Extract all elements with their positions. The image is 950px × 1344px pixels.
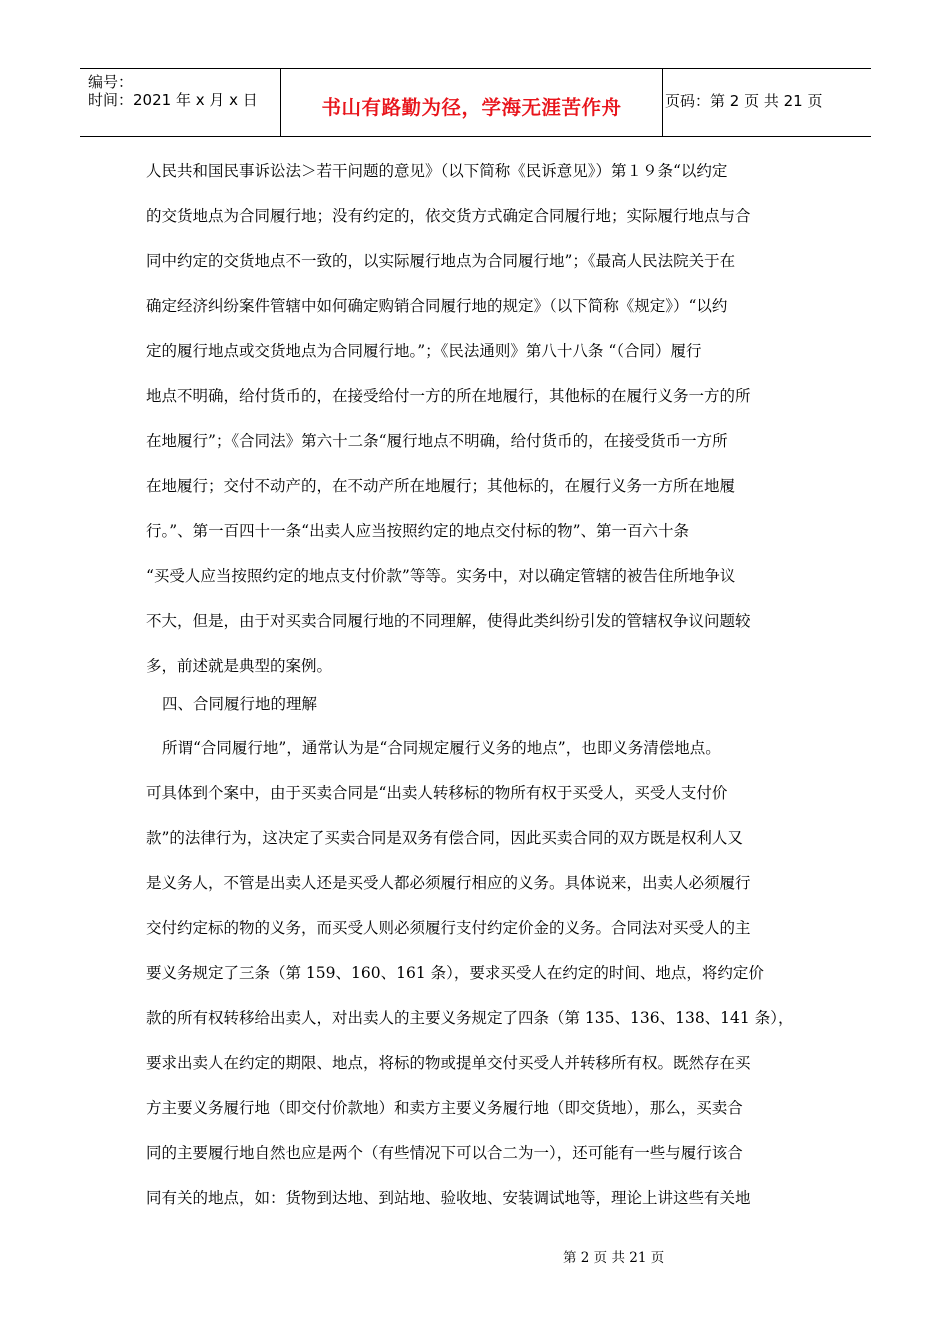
body-line: “买受人应当按照约定的地点支付价款”等等。实务中，对以确定管辖的被告住所地争议 <box>146 567 736 585</box>
body-line: 在地履行；交付不动产的，在不动产所在地履行；其他标的，在履行义务一方所在地履 <box>146 477 736 495</box>
body-line: 地点不明确，给付货币的，在接受给付一方的所在地履行，其他标的在履行义务一方的所 <box>146 387 751 405</box>
body-line: 多，前述就是典型的案例。 <box>146 657 333 675</box>
body-line: 方主要义务履行地（即交付价款地）和卖方主要义务履行地（即交货地），那么，买卖合 <box>146 1099 743 1117</box>
body-line: 的交货地点为合同履行地；没有约定的，依交货方式确定合同履行地；实际履行地点与合 <box>146 207 751 225</box>
section-heading: 四、合同履行地的理解 <box>162 695 318 713</box>
body-line: 人民共和国民事诉讼法＞若干问题的意见》（以下简称《民诉意见》）第１９条“以约定 <box>146 162 728 180</box>
body-line: 行。”、第一百四十一条“出卖人应当按照约定的地点交付标的物”、第一百六十条 <box>146 522 690 540</box>
document-number-label: 编号： <box>88 73 134 91</box>
body-line: 同中约定的交货地点不一致的，以实际履行地点为合同履行地”；《最高人民法院关于在 <box>146 252 736 270</box>
header-page-cell <box>663 69 871 136</box>
footer-page-number: 第 2 页 共 21 页 <box>563 1250 665 1266</box>
body-line: 要求出卖人在约定的期限、地点，将标的物或提单交付买受人并转移所有权。既然存在买 <box>146 1054 751 1072</box>
body-line: 定的履行地点或交货地点为合同履行地。”；《民法通则》第八十八条 “（合同）履行 <box>146 342 702 360</box>
body-line: 同有关的地点，如：货物到达地、到站地、验收地、安装调试地等，理论上讲这些有关地 <box>146 1189 751 1207</box>
body-line: 在地履行”；《合同法》第六十二条“履行地点不明确，给付货币的，在接受货币一方所 <box>146 432 728 450</box>
document-date-label: 时间：2021 年 x 月 x 日 <box>88 91 258 109</box>
body-line: 确定经济纠纷案件管辖中如何确定购销合同履行地的规定》（以下简称《规定》）“以约 <box>146 297 728 315</box>
header-motto: 书山有路勤为径，学海无涯苦作舟 <box>321 95 622 119</box>
body-line: 不大，但是，由于对买卖合同履行地的不同理解，使得此类纠纷引发的管辖权争议问题较 <box>146 612 751 630</box>
body-line: 要义务规定了三条（第 159、160、161 条），要求买受人在约定的时间、地点，将约定价 <box>146 964 764 982</box>
header-motto-cell <box>281 69 663 136</box>
header-meta-cell <box>80 69 281 136</box>
body-line: 款”的法律行为，这决定了买卖合同是双务有偿合同，因此买卖合同的双方既是权利人又 <box>146 829 743 847</box>
body-line: 是义务人，不管是出卖人还是买受人都必须履行相应的义务。具体说来，出卖人必须履行 <box>146 874 751 892</box>
body-line: 同的主要履行地自然也应是两个（有些情况下可以合二为一），还可能有一些与履行该合 <box>146 1144 743 1162</box>
header-page-info: 页码：第 2 页 共 21 页 <box>665 92 823 110</box>
body-line: 款的所有权转移给出卖人，对出卖人的主要义务规定了四条（第 135、136、138、141 条）， <box>146 1009 794 1027</box>
header-table <box>80 68 871 137</box>
body-line: 交付约定标的物的义务，而买受人则必须履行支付约定价金的义务。合同法对买受人的主 <box>146 919 751 937</box>
body-line: 所谓“合同履行地”，通常认为是“合同规定履行义务的地点”，也即义务清偿地点。 <box>162 739 721 757</box>
body-line: 可具体到个案中，由于买卖合同是“出卖人转移标的物所有权于买受人，买受人支付价 <box>146 784 728 802</box>
